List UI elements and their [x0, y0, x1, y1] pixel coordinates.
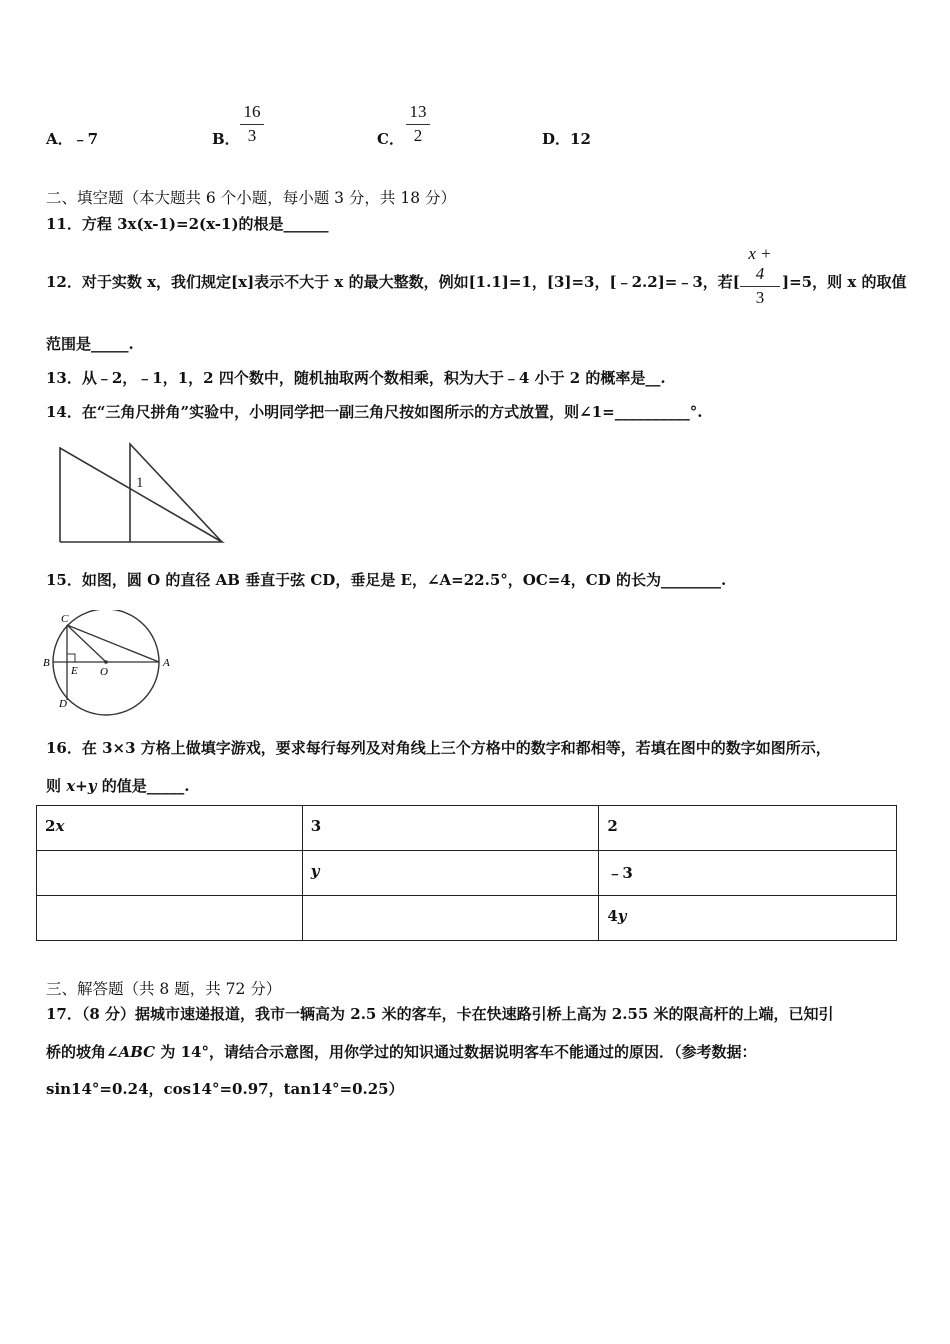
option-b-numerator: 16 [240, 102, 264, 125]
q16-line2-pre: 则 [46, 777, 67, 795]
grid-cell-r3c3-var: y [617, 907, 627, 925]
section3-heading: 三、解答题（共 8 题，共 72 分） [46, 980, 282, 998]
segment-co [67, 625, 106, 662]
label-d: D [59, 698, 67, 710]
label-c: C [61, 613, 69, 625]
magic-square-grid [36, 805, 897, 941]
grid-cell-r1c3: 2 [599, 806, 897, 851]
grid-row-1 [37, 806, 897, 851]
option-a [46, 128, 98, 149]
q17-line2-post: 为 14°，请结合示意图，用你学过的知识通过数据说明客车不能通过的原因．（参考数据： [155, 1043, 757, 1061]
grid-cell-r1c1-num: 2 [45, 817, 56, 835]
label-e: E [71, 665, 78, 677]
grid-cell-r1c1 [37, 806, 303, 851]
option-b-denominator: 3 [247, 126, 257, 145]
right-angle-mark [67, 654, 75, 662]
grid-cell-r2c3: ﹣3 [599, 851, 897, 896]
q12-text-after: ]=5，则 x 的取值 [782, 273, 907, 291]
label-b: B [43, 657, 50, 669]
grid-cell-r3c3-num: 4 [607, 907, 618, 925]
option-d-value: 12 [570, 130, 591, 148]
segment-ca [67, 625, 159, 662]
option-b-fraction [240, 102, 264, 146]
option-b-letter: B． [212, 130, 240, 148]
q17-line2-var: ABC [118, 1043, 156, 1061]
grid-cell-r3c1 [37, 896, 303, 941]
q16-line1: 16．在 3×3 方格上做填字游戏，要求每行每列及对角线上三个方格中的数字和都相等，若填在图中的数字如图所示， [46, 739, 831, 757]
grid-cell-r1c2: 3 [302, 806, 599, 851]
center-dot [104, 660, 108, 664]
q12-frac-denominator: 3 [755, 288, 765, 307]
label-o: O [100, 666, 108, 678]
q16-line2-post: 的值是_____. [96, 777, 190, 795]
grid-cell-r3c3 [599, 896, 897, 941]
q17-line3: sin14°=0.24，cos14°=0.97，tan14°=0.25） [46, 1080, 404, 1098]
circle-figure [40, 610, 180, 720]
q12-fraction [740, 244, 780, 308]
option-a-letter: A． [46, 130, 73, 148]
grid-cell-r3c2 [302, 896, 599, 941]
option-c-letter: C． [377, 130, 404, 148]
grid-row-3 [37, 896, 897, 941]
set-square-figure [52, 440, 230, 548]
option-c-denominator: 2 [413, 126, 423, 145]
q15-text: 15．如图，圆 O 的直径 AB 垂直于弦 CD，垂足是 E，∠A=22.5°，OC=4，CD 的长为________. [46, 571, 727, 589]
q12-frac-numerator: x + 4 [740, 244, 780, 287]
q11-text: 11．方程 3x(x-1)=2(x-1)的根是______ [46, 215, 329, 233]
q14-text: 14．在“三角尺拼角”实验中，小明同学把一副三角尺按如图所示的方式放置，则∠1=__________°. [46, 403, 703, 421]
q13-text: 13．从﹣2，﹣1，1，2 四个数中，随机抽取两个数相乘，积为大于﹣4 小于 2 的概率是__. [46, 369, 666, 387]
grid-cell-r2c2: y [302, 851, 599, 896]
section2-heading: 二、填空题（本大题共 6 个小题，每小题 3 分，共 18 分） [46, 189, 457, 207]
q16-line2-var: x+y [66, 777, 97, 795]
option-d [542, 128, 591, 149]
grid-row-2 [37, 851, 897, 896]
grid-cell-r2c1 [37, 851, 303, 896]
label-a: A [163, 657, 170, 669]
q12-text-before: 12．对于实数 x，我们规定[x]表示不大于 x 的最大整数，例如[1.1]=1，[3]=3，[﹣2.2]=﹣3，若[ [46, 273, 740, 291]
angle-1-label: 1 [136, 475, 144, 491]
q17-line1: 17．（8 分）据城市速递报道，我市一辆高为 2.5 米的客车，卡在快速路引桥上高为 2.55 米的限高杆的上端，已知引 [46, 1005, 834, 1023]
grid-cell-r1c1-var: x [55, 817, 65, 835]
set-square-right-triangle [130, 444, 222, 542]
set-square-left-triangle [60, 448, 222, 542]
q17-line2 [46, 1041, 756, 1062]
q17-line2-pre: 桥的坡角∠ [46, 1043, 119, 1061]
option-c-numerator: 13 [406, 102, 430, 125]
q16-line2 [46, 775, 189, 796]
option-c-fraction [406, 102, 430, 146]
option-d-letter: D． [542, 130, 571, 148]
q12-text-line2: 范围是_____. [46, 335, 134, 353]
option-a-value: ﹣7 [72, 130, 99, 148]
